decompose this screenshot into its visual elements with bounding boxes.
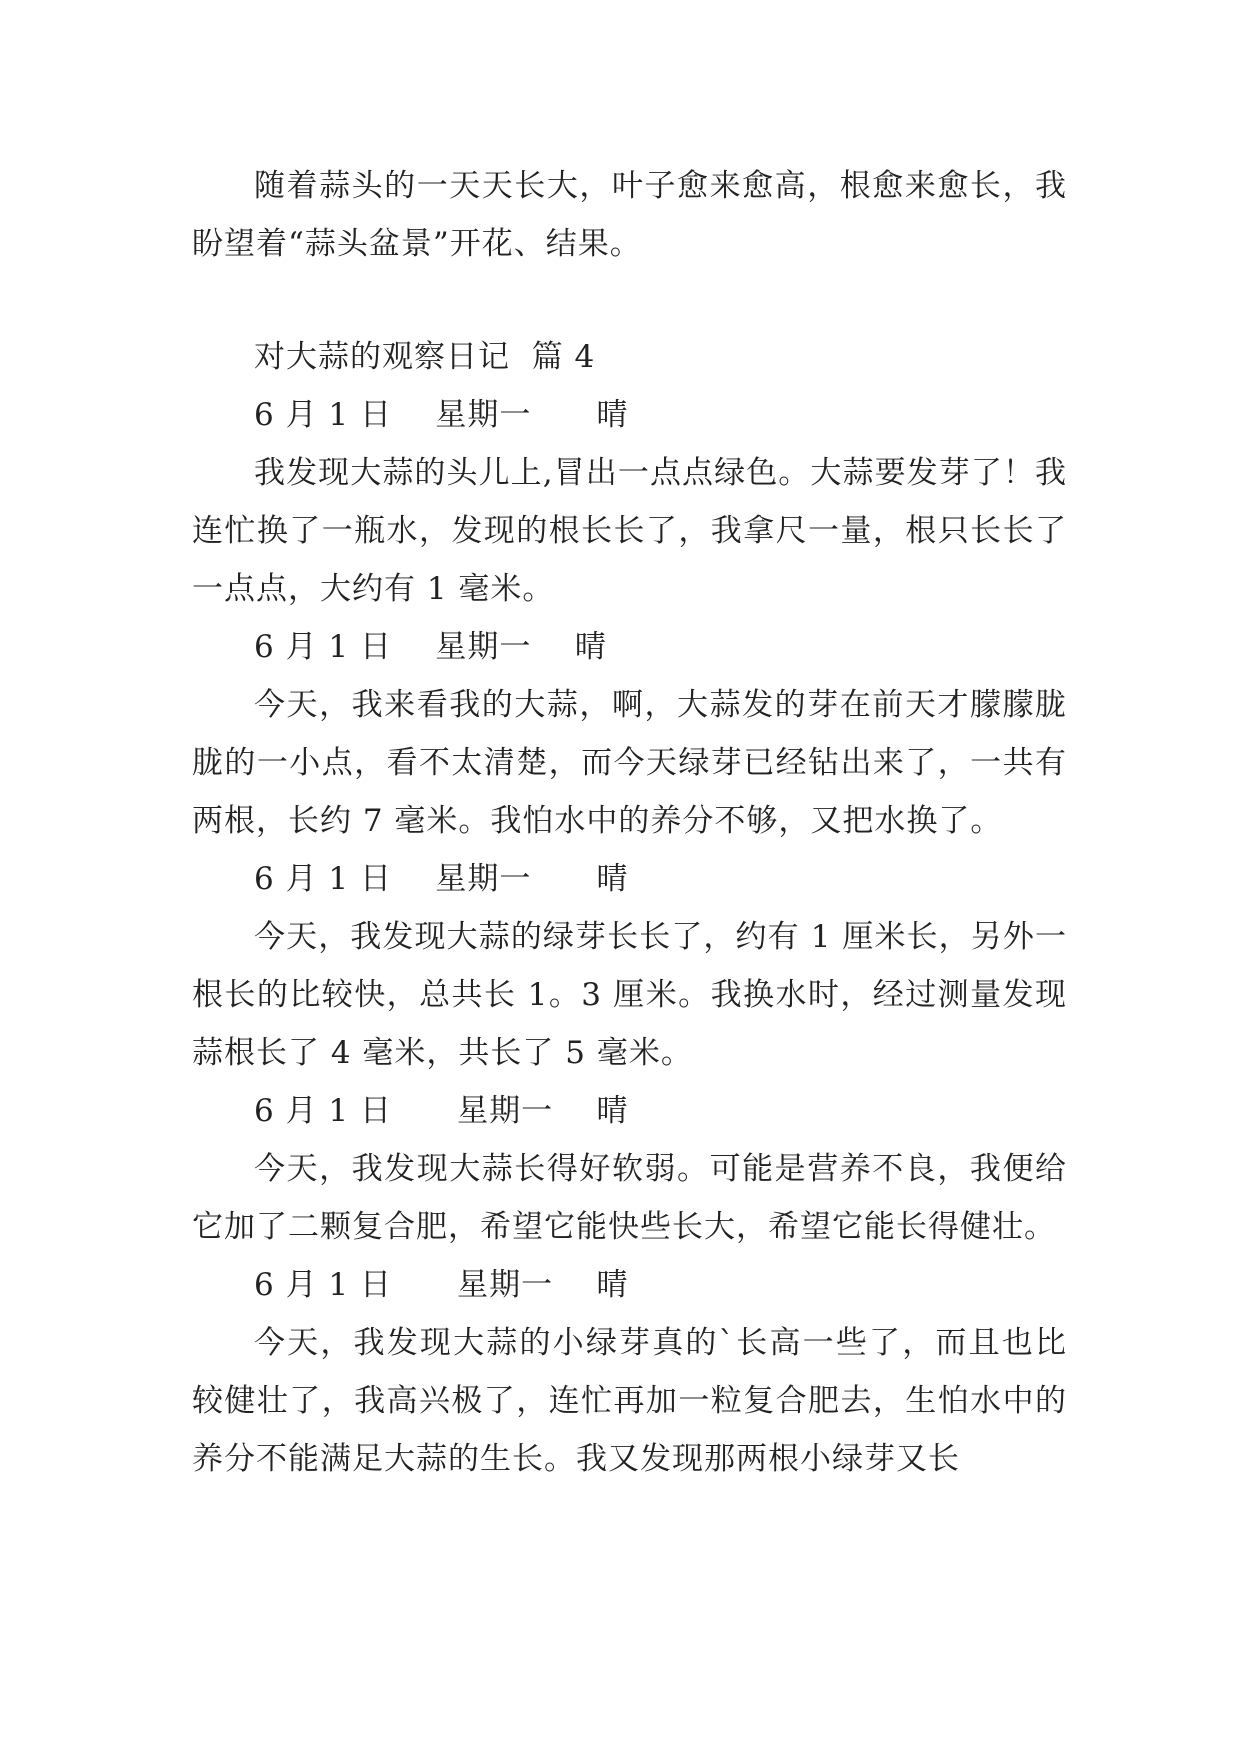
intro-paragraph: 随着蒜头的一天天长大，叶子愈来愈高，根愈来愈长，我盼望着“蒜头盆景”开花、结果。 — [192, 168, 1067, 262]
entry-date-line: 6 月 1 日 星期一 晴 — [254, 1093, 629, 1129]
entry-paragraph: 今天，我发现大蒜长得好软弱。可能是营养不良，我便给它加了二颗复合肥，希望它能快些长大，希望它能长得健壮。 — [192, 1151, 1067, 1245]
paragraph-gap — [192, 273, 1067, 328]
entry-date-line: 6 月 1 日 星期一 晴 — [254, 1267, 629, 1303]
document-body — [192, 157, 1067, 1488]
entry-date-line: 6 月 1 日 星期一 晴 — [254, 861, 629, 897]
entry-paragraph: 今天，我发现大蒜的小绿芽真的`长高一些了，而且也比较健壮了，我高兴极了，连忙再加一粒复合肥去，生怕水中的养分不能满足大蒜的生长。我又发现那两根小绿芽又长 — [192, 1325, 1067, 1477]
entry-paragraph: 我发现大蒜的头儿上,冒出一点点绿色。大蒜要发芽了！我连忙换了一瓶水，发现的根长长了，我拿尺一量，根只长长了一点点，大约有 1 毫米。 — [192, 455, 1067, 607]
entry-paragraph: 今天，我发现大蒜的绿芽长长了，约有 1 厘米长，另外一根长的比较快，总共长 1。3 厘米。我换水时，经过测量发现蒜根长了 4 毫米，共长了 5 毫米。 — [192, 919, 1067, 1071]
entry-date-line: 6 月 1 日 星期一 晴 — [254, 629, 607, 665]
entry-date-line: 6 月 1 日 星期一 晴 — [254, 397, 629, 433]
entry-paragraph: 今天，我来看我的大蒜，啊，大蒜发的芽在前天才朦朦胧胧的一小点，看不太清楚，而今天绿芽已经钻出来了，一共有两根，长约 7 毫米。我怕水中的养分不够，又把水换了。 — [192, 687, 1067, 839]
section-title: 对大蒜的观察日记 篇 4 — [254, 339, 596, 375]
